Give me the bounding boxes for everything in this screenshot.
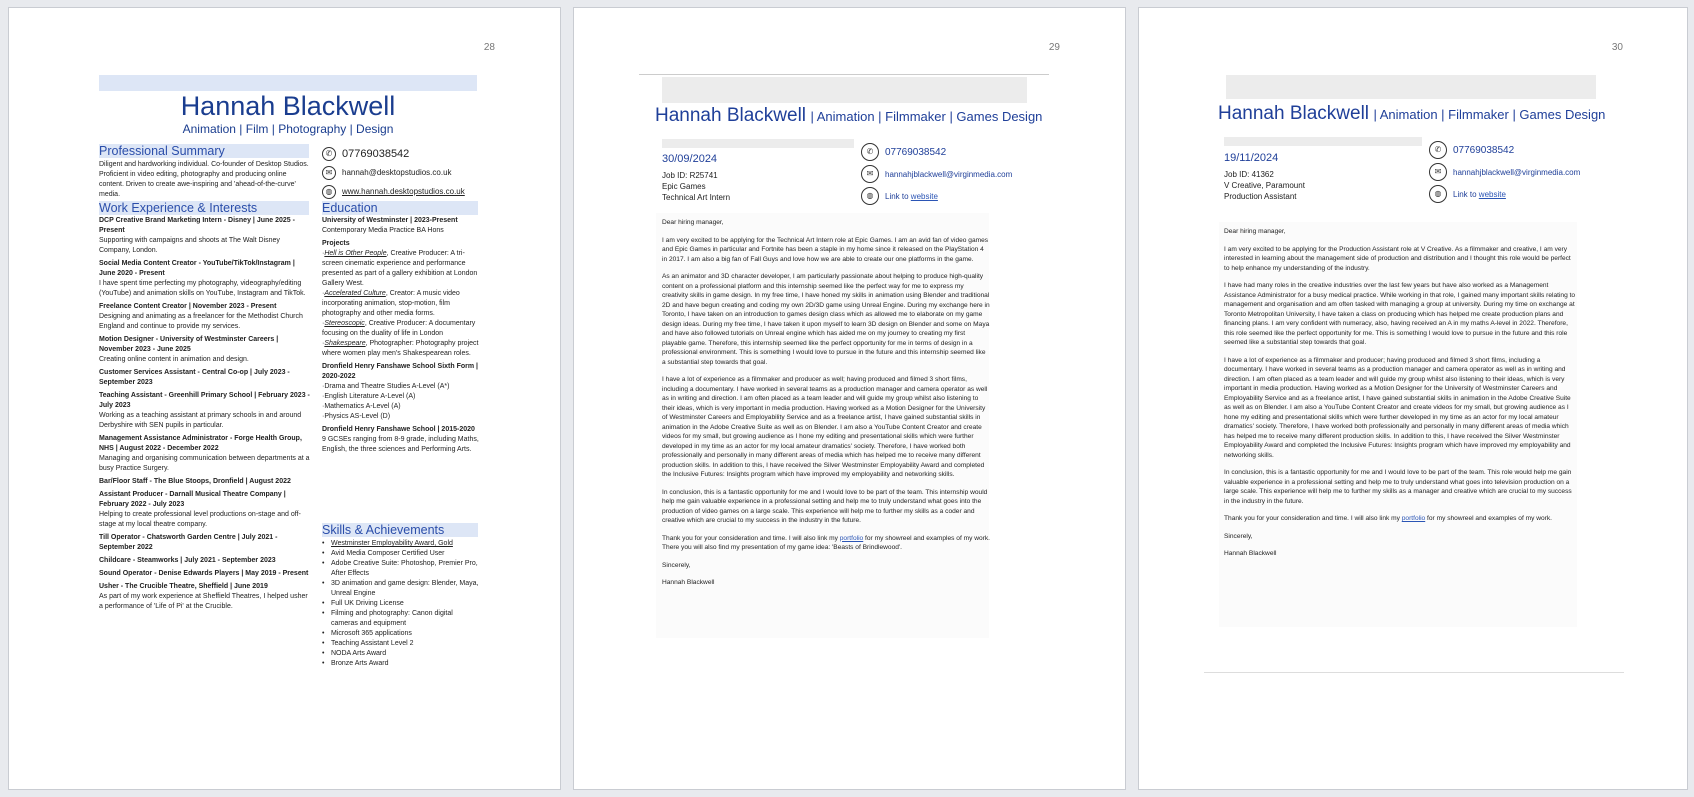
phone-icon: ✆ [1429,141,1447,159]
letter-date: 30/09/2024 [662,153,718,165]
skill-item: • Microsoft 365 applications [322,629,480,639]
role: Technical Art Intern [662,193,731,202]
work-entry [99,582,311,612]
letter-tagline: | Animation | Filmmaker | Games Design [1373,107,1606,122]
paragraph: I am very excited to be applying for the Technical Art Intern role at Epic Games. I am an avid fan of video games and Epic Games in particular and Fortnite has been a staple in my home since it released on the PlayStation 4 in 2017. I am also a big fan of Fall Guys and love how we are able to create our one platforms in the game. [662,236,989,263]
greeting: Dear hiring manager, [1224,228,1286,235]
work-entry [99,335,311,365]
letter-name: Hannah Blackwell [1218,103,1370,124]
contact-email[interactable]: ✉ hannahjblackwell@virginmedia.com [1429,162,1629,182]
work-entry [99,368,311,388]
work-entry [99,302,311,332]
skill-item: • Full UK Driving License [322,599,480,609]
letter-header [1218,103,1605,125]
skill-item: • Adobe Creative Suite: Photoshop, Premier Pro, After Effects [322,559,480,579]
job-id: Job ID: 41362 [1224,170,1274,179]
contact-phone: ✆ 07769038542 [322,145,482,162]
work-entry-title: Freelance Content Creator | November 2023 - Present [99,303,277,310]
page-number: 30 [1611,42,1623,53]
header-rule [639,74,1049,75]
paragraph: In conclusion, this is a fantastic opportunity for me and I would love to be part of the team. This internship would help me gain valuable experience in a professional setting and help me to truly understand what goes into the production of video games on a large scale. This experience will help me to further my skills as a coder and creative which are crucial to my success in the industry in the future. [662,488,988,524]
work-entry [99,259,311,299]
paragraph: In conclusion, this is a fantastic opportunity for me and I would love to be part of the team. This role would help me gain valuable experience in a professional setting and help me to truly understand what goes into television production on a large scale. This experience will help me to further my skills as a manager and creative which are crucial to my success in the industry in the future. [1224,469,1572,505]
work-entry-description: I have spent time perfecting my photography, videography/editing (YouTube) and animation skills on YouTube, Instagram and TikTok. [99,280,306,297]
work-experience-list [99,216,311,615]
work-entry [99,477,311,487]
work-entry-description: Creating online content in animation and design. [99,356,249,363]
skill-item: • Teaching Assistant Level 2 [322,639,480,649]
work-entry [99,391,311,431]
work-entry-description: Helping to create professional level productions on-stage and off-stage at my local theatre company. [99,511,301,528]
work-entry [99,490,311,530]
skill-item: • Avid Media Composer Certified User [322,549,480,559]
contact-email[interactable]: ✉ hannahjblackwell@virginmedia.com [861,164,1061,184]
portfolio-link[interactable]: portfolio [839,534,864,542]
skill-item: • NODA Arts Award [322,649,480,659]
company: V Creative, Paramount [1224,181,1305,190]
mail-icon: ✉ [322,166,336,180]
contact-website[interactable]: ◍ Link to website [1429,184,1629,204]
role: Production Assistant [1224,192,1297,201]
cv-name: Hannah Blackwell [180,91,396,121]
skills-list [322,539,480,669]
work-entry-title: Till Operator - Chatsworth Garden Centre | July 2021 - September 2022 [99,534,278,551]
phone-icon: ✆ [861,143,879,161]
globe-icon: ◍ [861,187,879,205]
globe-icon: ◍ [322,185,336,199]
school-desc: 9 GCSEs ranging from 8-9 grade, including Maths, English, the three sciences and Performing Arts. [322,436,479,453]
alevel-item: ·Physics AS-Level (D) [322,413,391,420]
professional-summary-heading: Professional Summary [99,144,311,158]
contact-block [861,142,1061,208]
job-details [1224,169,1404,202]
closing-paragraph: Thank you for your consideration and time. I will also link my portfolio for my showreel and examples of my work. There you will also find my presentation of my game idea: 'Beasts of Brindlewood'. [662,534,991,551]
header-gray-bar [1226,75,1596,99]
work-entry-title: Customer Services Assistant - Central Co-op | July 2023 - September 2023 [99,369,290,386]
cv-subtitle: Animation | Film | Photography | Design [182,122,394,136]
signature: Hannah Blackwell [1224,550,1277,557]
page-number: 29 [1048,42,1060,53]
uni-title: University of Westminster | 2023-Present [322,217,458,224]
work-entry-title: Management Assistance Administrator - Forge Health Group, NHS | August 2022 - December 2022 [99,435,302,452]
work-entry-title: DCP Creative Brand Marketing Intern - Disney | June 2025 - Present [99,217,295,234]
header-highlight [99,75,477,91]
paragraph: I have had many roles in the creative industries over the last few years but have also worked as a Management Assistance Administrator for a busy medical practice. While working in that role, I gained many important skills relating to management and organisation and am often tasked with managing a group at university. During my time on exchange at Toronto Metropolitan University, I have taken a class on producing which has helped me create production plans and financing plans. I am very confident with numeracy, also, having received an A in my maths A-level in 2022. Therefore, this role seemed like the perfect opportunity for me. This is something I would love to pursue in the future and this role seemed like a substantial step towards that goal. [1224,282,1576,346]
work-entry-title: Childcare - Steamworks | July 2021 - September 2023 [99,557,276,564]
company: Epic Games [662,182,706,191]
contact-phone: ✆ 07769038542 [1429,140,1629,160]
school-title: Dronfield Henry Fanshawe School | 2015-2020 [322,426,475,433]
signature: Hannah Blackwell [662,579,715,586]
job-id: Job ID: R25741 [662,171,718,180]
sixth-form-title: Dronfield Henry Fanshawe School Sixth Form | 2020-2022 [322,363,478,380]
work-entry-title: Motion Designer - University of Westminster Careers | November 2023 - June 2025 [99,336,279,353]
skills-heading: Skills & Achievements [322,523,480,537]
work-entry-title: Sound Operator - Denise Edwards Players | May 2019 - Present [99,570,309,577]
work-entry-title: Social Media Content Creator - YouTube/TikTok/Instagram | June 2020 - Present [99,260,295,277]
education-block [322,216,480,455]
header-gray-bar [662,77,1027,103]
date-gray-bar [1224,137,1422,146]
projects-label: Projects [322,240,350,247]
contact-block [322,145,482,202]
closing-paragraph: Thank you for your consideration and time. I will also link my portfolio for my showreel and examples of my work. [1224,515,1553,522]
work-entry-description: As part of my work experience at Sheffield Theatres, I helped usher a performance of 'Life of Pi' at the Crucible. [99,593,308,610]
letter-body [1224,227,1577,567]
work-entry-description: Designing and animating as a freelancer for the Methodist Church England and continue to provide my services. [99,313,303,330]
work-entry-title: Teaching Assistant - Greenhill Primary School | February 2023 - July 2023 [99,392,310,409]
work-entry-title: Assistant Producer - Darnall Musical Theatre Company | February 2022 - July 2023 [99,491,286,508]
globe-icon: ◍ [1429,185,1447,203]
paragraph: As an animator and 3D character developer, I am particularly passionate about helping to produce high-quality content on a professional platform and this internship seemed like the perfect way for me to express my creativity skills in game design. In my free time, I have honed my skills in animation using Blender and traditional 2D and have begun creating and coding my own 2D/3D game using Unreal Engine. During my exchange here in Toronto, I have taken on an introduction to games design class which as allowed me to elaborate on my game design ideas. During my free time, I have taken it upon myself to learn 3D design on Blender and some on Maya and have also followed tutorials on Unreal engine which has aided me on my journey to creating my first playable game. Therefore, this internship seemed like the perfect opportunity for me in terms of design in a professional environment. This is something I would love to pursue in the future and this internship seemed like a substantial step towards that goal. [662,273,990,366]
work-experience-heading: Work Experience & Interests [99,201,311,215]
project-item: ·Hell is Other People, Creative Producer: A tri-screen cinematic experience and performance presented as part of a gallery exhibition at London Gallery West. [322,250,478,287]
education-heading: Education [322,201,480,215]
skill-item: • Bronze Arts Award [322,659,480,669]
contact-block [1429,140,1629,206]
alevel-item: ·Mathematics A-Level (A) [322,403,401,410]
contact-website[interactable]: ◍ Link to website [861,186,1061,206]
mail-icon: ✉ [1429,163,1447,181]
document-page-30 [1138,7,1688,790]
letter-name: Hannah Blackwell [655,105,807,126]
mail-icon: ✉ [861,165,879,183]
uni-course: Contemporary Media Practice BA Hons [322,227,444,234]
work-entry-description: Working as a teaching assistant at primary schools in and around Derbyshire with SEN pupils in particular. [99,412,302,429]
letter-date: 19/11/2024 [1224,152,1279,164]
alevel-item: ·Drama and Theatre Studies A-Level (A*) [322,383,450,390]
project-item: ·Stereoscopic, Creative Producer: A documentary focusing on the duality of life in London [322,320,476,337]
work-entry [99,533,311,553]
work-entry [99,216,311,256]
letter-body [662,218,990,596]
contact-phone: ✆ 07769038542 [861,142,1061,162]
date-gray-bar [662,139,854,148]
phone-icon: ✆ [322,147,336,161]
paragraph: I have a lot of experience as a filmmaker and producer; having produced and filmed 3 short films, including a documentary. I have worked in several teams as a production manager and camera operator as well as in writing and direction. I am often placed as a team leader and will guide my group whilst also listening to their ideas, which is very important in media production. Having worked as a Motion Designer for the University of Westminster Careers and Employability Service and as a freelance artist, I have gained substantial skills in animation in the Adobe Creative Suite as well as on Blender. I am also a YouTube Content Creator and create videos for my small, but growing audience as I hone my editing and presentational skills which were further developed in my time as an actor for my local amateur dramatics' society. Therefore, I have worked both professionally and personally in many different areas of media which has helped me to receive many different production skills. In addition to this, I have received the Silver Westminster Employability Award and completed the Inclusive Futures: Insights program which have improved my employability and networking skills. [1224,356,1571,459]
work-entry [99,556,311,566]
project-item: ·Accelerated Culture, Creator: A music video incorporating animation, stop-motion, film photography and other media forms. [322,290,460,317]
letter-tagline: | Animation | Filmmaker | Games Design [810,109,1043,124]
work-entry-description: Supporting with campaigns and shoots at The Walt Disney Company, London. [99,237,280,254]
skill-item: • Filming and photography: Canon digital cameras and equipment [322,609,480,629]
website-link[interactable]: website [910,191,938,201]
document-page-29 [573,7,1126,790]
work-entry [99,434,311,474]
alevel-item: ·English Literature A-Level (A) [322,393,416,400]
work-entry-description: Managing and organising communication between departments at a busy Practice Surgery. [99,455,310,472]
paragraph: I have a lot of experience as a filmmaker and producer as well; having produced and filmed 3 short films, including a documentary. I have worked in several teams as a production manager and camera operator as well as in writing and direction. I am often placed as a team leader and will guide my group whilst also listening to their ideas, which is very important in media production. Having worked as a Motion Designer for the University of Westminster Careers and Employability Service and as a freelance artist, I have gained substantial skills in animation in the Adobe Creative Suite as well as on Blender. I am also a YouTube Content Creator and create videos for my small, but growing audience as I hone my editing and presentational skills which were further developed in my time as an actor for my local amateur dramatics' society. Therefore, I have worked both professionally and personally in many different areas of media which has helped me to receive many different production skills. In addition to this, I have received the Silver Westminster Employability Award and completed the Inclusive Futures: Insights program which have improved my employability and networking skills. [662,376,988,478]
letter-header [655,105,1042,127]
website-link[interactable]: website [1478,189,1506,199]
signoff: Sincerely, [1224,532,1253,540]
professional-summary-text: Diligent and hardworking individual. Co-founder of Desktop Studios. Proficient in video editing, photography and producing online content. Driven to create awe-inspiring and 'ahead-of-the-curve' media. [99,161,309,198]
work-entry-title: Usher - The Crucible Theatre, Sheffield | June 2019 [99,583,268,590]
document-page-28 [8,7,561,790]
work-entry [99,569,311,579]
skill-item: • 3D animation and game design: Blender, Maya, Unreal Engine [322,579,480,599]
signoff: Sincerely, [662,561,691,569]
paragraph: I am very excited to be applying for the Production Assistant role at V Creative. As a filmmaker and creative, I am very interested in learning about the management side of production and distribution and I thought this role would be perfect to help enhance my understanding of the industry. [1224,245,1571,272]
job-details [662,170,842,203]
contact-email[interactable]: ✉ hannah@desktopstudios.co.uk [322,164,482,181]
project-item: ·Shakespeare, Photographer: Photography project where women play men's Shakespearean roles. [322,340,479,357]
portfolio-link[interactable]: portfolio [1401,515,1426,522]
contact-website[interactable]: ◍ www.hannah.desktopstudios.co.uk [322,183,482,200]
work-entry-title: Bar/Floor Staff - The Blue Stoops, Dronfield | August 2022 [99,478,291,485]
skill-item: • Westminster Employability Award, Gold [322,539,480,549]
page-number: 28 [483,42,495,53]
footer-rule [1204,672,1624,673]
greeting: Dear hiring manager, [662,219,724,226]
